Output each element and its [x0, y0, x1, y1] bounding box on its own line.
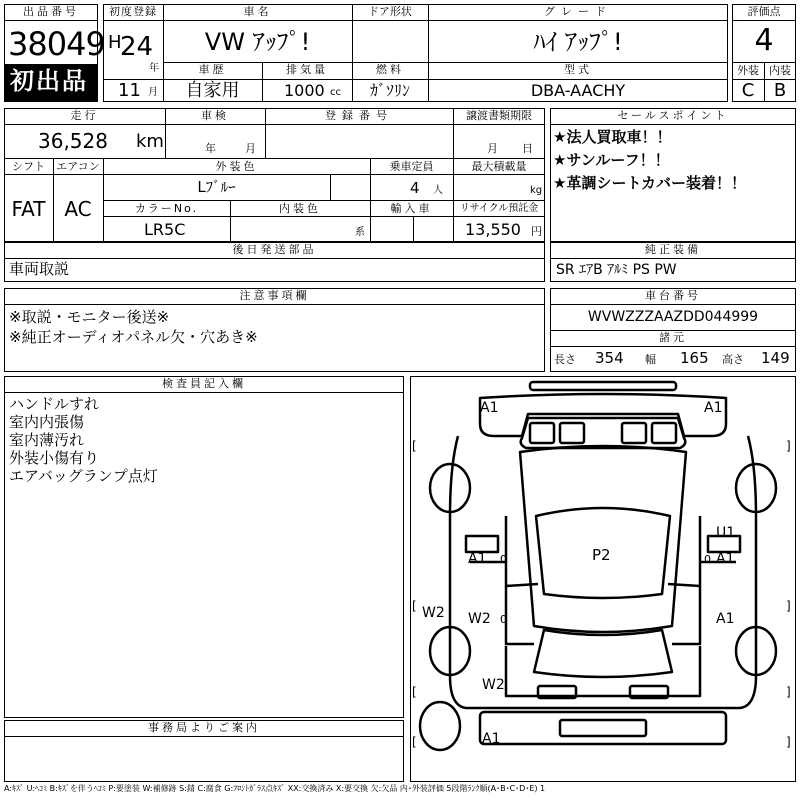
mark-rear-bumper: A1 [482, 731, 501, 747]
year: 24 [120, 32, 154, 62]
bracket-2: ] [786, 439, 791, 453]
door-rear-left [506, 586, 534, 644]
interior-label: 内装 [769, 64, 791, 77]
license-plate [560, 720, 646, 736]
color: Lﾌﾞﾙｰ [197, 178, 236, 196]
mark-rear-door-left: W2 [468, 611, 491, 627]
chassis-value: WVWZZZAAZDD044999 [587, 309, 759, 325]
light-left [530, 423, 554, 443]
recycle-label: リサイクル預託金 [459, 203, 539, 214]
height: 149 [761, 349, 790, 367]
length-label: 長さ [554, 353, 576, 366]
door-front-right [668, 516, 700, 586]
transfer-month-unit: 月 [487, 142, 498, 155]
sales-point-1: ★法人買取車！！ [553, 128, 672, 146]
load-unit: kg [530, 185, 543, 196]
first-reg-label: 初度登録 [109, 5, 157, 18]
month: 11 [118, 80, 141, 101]
mark-roof: P2 [592, 546, 611, 564]
bracket-7: [ [412, 735, 417, 749]
equipment-value: SR ｴｱB ｱﾙﾐ PS PW [556, 262, 677, 278]
grade-label: グレード [544, 5, 612, 18]
displacement-label: 排気量 [286, 63, 328, 76]
mileage: 36,528 [38, 129, 108, 153]
notes-label: 注意事項欄 [239, 289, 310, 302]
light-center-right [622, 423, 646, 443]
inspector-item-3: 室内薄汚れ [9, 431, 85, 449]
bracket-5: [ [412, 685, 417, 699]
model-code-label: 型式 [564, 63, 592, 76]
mirror-left [466, 536, 498, 552]
ac-label: エアコン [56, 160, 100, 173]
front-bumper-shape [530, 382, 676, 390]
door-front-left [506, 516, 538, 586]
lot-label: 出品番号 [23, 5, 79, 18]
damage-map [410, 376, 796, 782]
later-shipped-label: 後日発送部品 [232, 243, 317, 256]
recycle-unit: 円 [531, 225, 542, 238]
color-label: 外装色 [215, 160, 258, 173]
sales-point-2: ★サンルーフ！！ [553, 151, 670, 169]
era: H [108, 32, 122, 53]
sales-points-label: セールスポイント [617, 109, 729, 122]
dims-label: 諸元 [659, 331, 687, 344]
mark-door-right: A1 [716, 551, 735, 567]
spare-wheel [420, 702, 460, 750]
mark-door-left: A1 [468, 551, 487, 567]
inspector-item-2: 室内内張傷 [9, 413, 85, 431]
front-end-shape [480, 394, 726, 436]
rear-bumper-shape [480, 712, 726, 747]
month-unit: 月 [148, 87, 158, 98]
capacity-label: 乗車定員 [389, 160, 434, 173]
registration-label: 登録番号 [325, 109, 393, 122]
bracket-6: ] [786, 685, 791, 699]
door-rear-right [672, 586, 700, 644]
width-label: 幅 [645, 353, 656, 366]
note-1: ※取説・モニター後送※ [9, 308, 170, 326]
mark-rear-left: W2 [482, 677, 505, 693]
inspector-item-1: ハンドルすれ [9, 395, 100, 413]
mark-left-glass: W2 [422, 605, 445, 621]
mark-front-left: A1 [480, 400, 499, 416]
height-label: 高さ [722, 353, 744, 366]
mileage-unit: km [136, 131, 164, 152]
interior-color-unit: 系 [355, 227, 365, 238]
light-right [652, 423, 676, 443]
inspection-label: 車検 [201, 109, 229, 122]
bracket-1: [ [412, 439, 417, 453]
displacement-unit: cc [330, 87, 341, 98]
history: 自家用 [185, 80, 240, 101]
fuel: ｶﾞｿﾘﾝ [369, 81, 410, 100]
legend: A:ｷｽﾞ U:ﾍｺﾐ B:ｷｽﾞを伴うﾍｺﾐ P:要塗装 W:補修跡 S:錆 C:腐食 G:ﾌﾛﾝﾄｶﾞﾗｽ点ｷｽﾞ XX:交換済み X:要交換 欠:欠品 内･外装評価 5段階ﾗﾝｸ順(A･B･C･D･E) 1 [4, 784, 546, 793]
mark-front-right: A1 [704, 400, 723, 416]
door-label: ドア形状 [368, 5, 412, 18]
exterior-label: 外装 [737, 64, 759, 77]
width: 165 [680, 349, 709, 367]
score-label: 評価点 [747, 5, 781, 18]
bracket-3: [ [412, 599, 417, 613]
inspection-month-unit: 月 [245, 142, 256, 155]
transfer-day-unit: 日 [522, 142, 533, 155]
model-label: 車名 [243, 5, 272, 18]
recycle: 13,550 [465, 220, 521, 239]
load-label: 最大積載量 [471, 160, 527, 173]
fuel-label: 燃料 [376, 63, 404, 76]
interior-grade: B [773, 80, 787, 101]
import-label: 輸入車 [390, 202, 433, 215]
shift: FAT [11, 197, 46, 221]
grade: ﾊｲ ｱｯﾌﾟ! [533, 28, 623, 56]
interior-color-label: 内装色 [279, 202, 321, 215]
zero-left-2: 0 [500, 613, 507, 626]
lot-number: 38049 [8, 25, 105, 63]
model-code: DBA-AACHY [530, 81, 626, 100]
inspector-item-4: 外装小傷有り [9, 449, 100, 467]
capacity: 4 [410, 179, 420, 197]
sales-point-3: ★革調シートカバー装着！！ [553, 174, 746, 192]
length: 354 [595, 349, 624, 367]
zero-right-1: 0 [704, 553, 711, 566]
color-no: LR5C [144, 220, 186, 239]
zero-left-1: 0 [500, 553, 507, 566]
model: VW ｱｯﾌﾟ! [204, 28, 311, 56]
office-label: 事務局よりご案内 [148, 721, 260, 734]
capacity-unit: 人 [433, 185, 443, 196]
mark-right-upper: U1 [716, 525, 736, 541]
color-no-label: カラーNo. [134, 202, 199, 215]
light-center-left [560, 423, 584, 443]
note-2: ※純正オーディオパネル欠・穴あき※ [9, 328, 258, 346]
exterior-grade: C [741, 80, 755, 101]
shift-label: シフト [12, 160, 45, 173]
year-unit: 年 [149, 63, 159, 74]
bracket-8: ] [786, 735, 791, 749]
inspection-year-unit: 年 [205, 142, 216, 155]
bracket-4: ] [786, 599, 791, 613]
mark-rear-door-right: A1 [716, 611, 735, 627]
mileage-label: 走行 [70, 109, 99, 122]
body-outline-shape [450, 436, 756, 708]
inspector-label: 検査員記入欄 [162, 377, 246, 390]
roof-shape [520, 446, 686, 632]
equipment-label: 純正装備 [645, 243, 701, 256]
inspector-item-5: エアバッグランプ点灯 [9, 467, 158, 485]
transfer-label: 譲渡書類期限 [466, 109, 532, 122]
rear-window-shape [534, 630, 672, 677]
later-shipped-value: 車両取説 [9, 260, 70, 278]
chassis-label: 車台番号 [645, 289, 701, 302]
history-label: 車歴 [198, 63, 227, 76]
first-listing-text: 初出品 [10, 67, 88, 95]
ac: AC [64, 197, 92, 221]
score: 4 [754, 23, 774, 58]
displacement: 1000 [284, 81, 325, 100]
